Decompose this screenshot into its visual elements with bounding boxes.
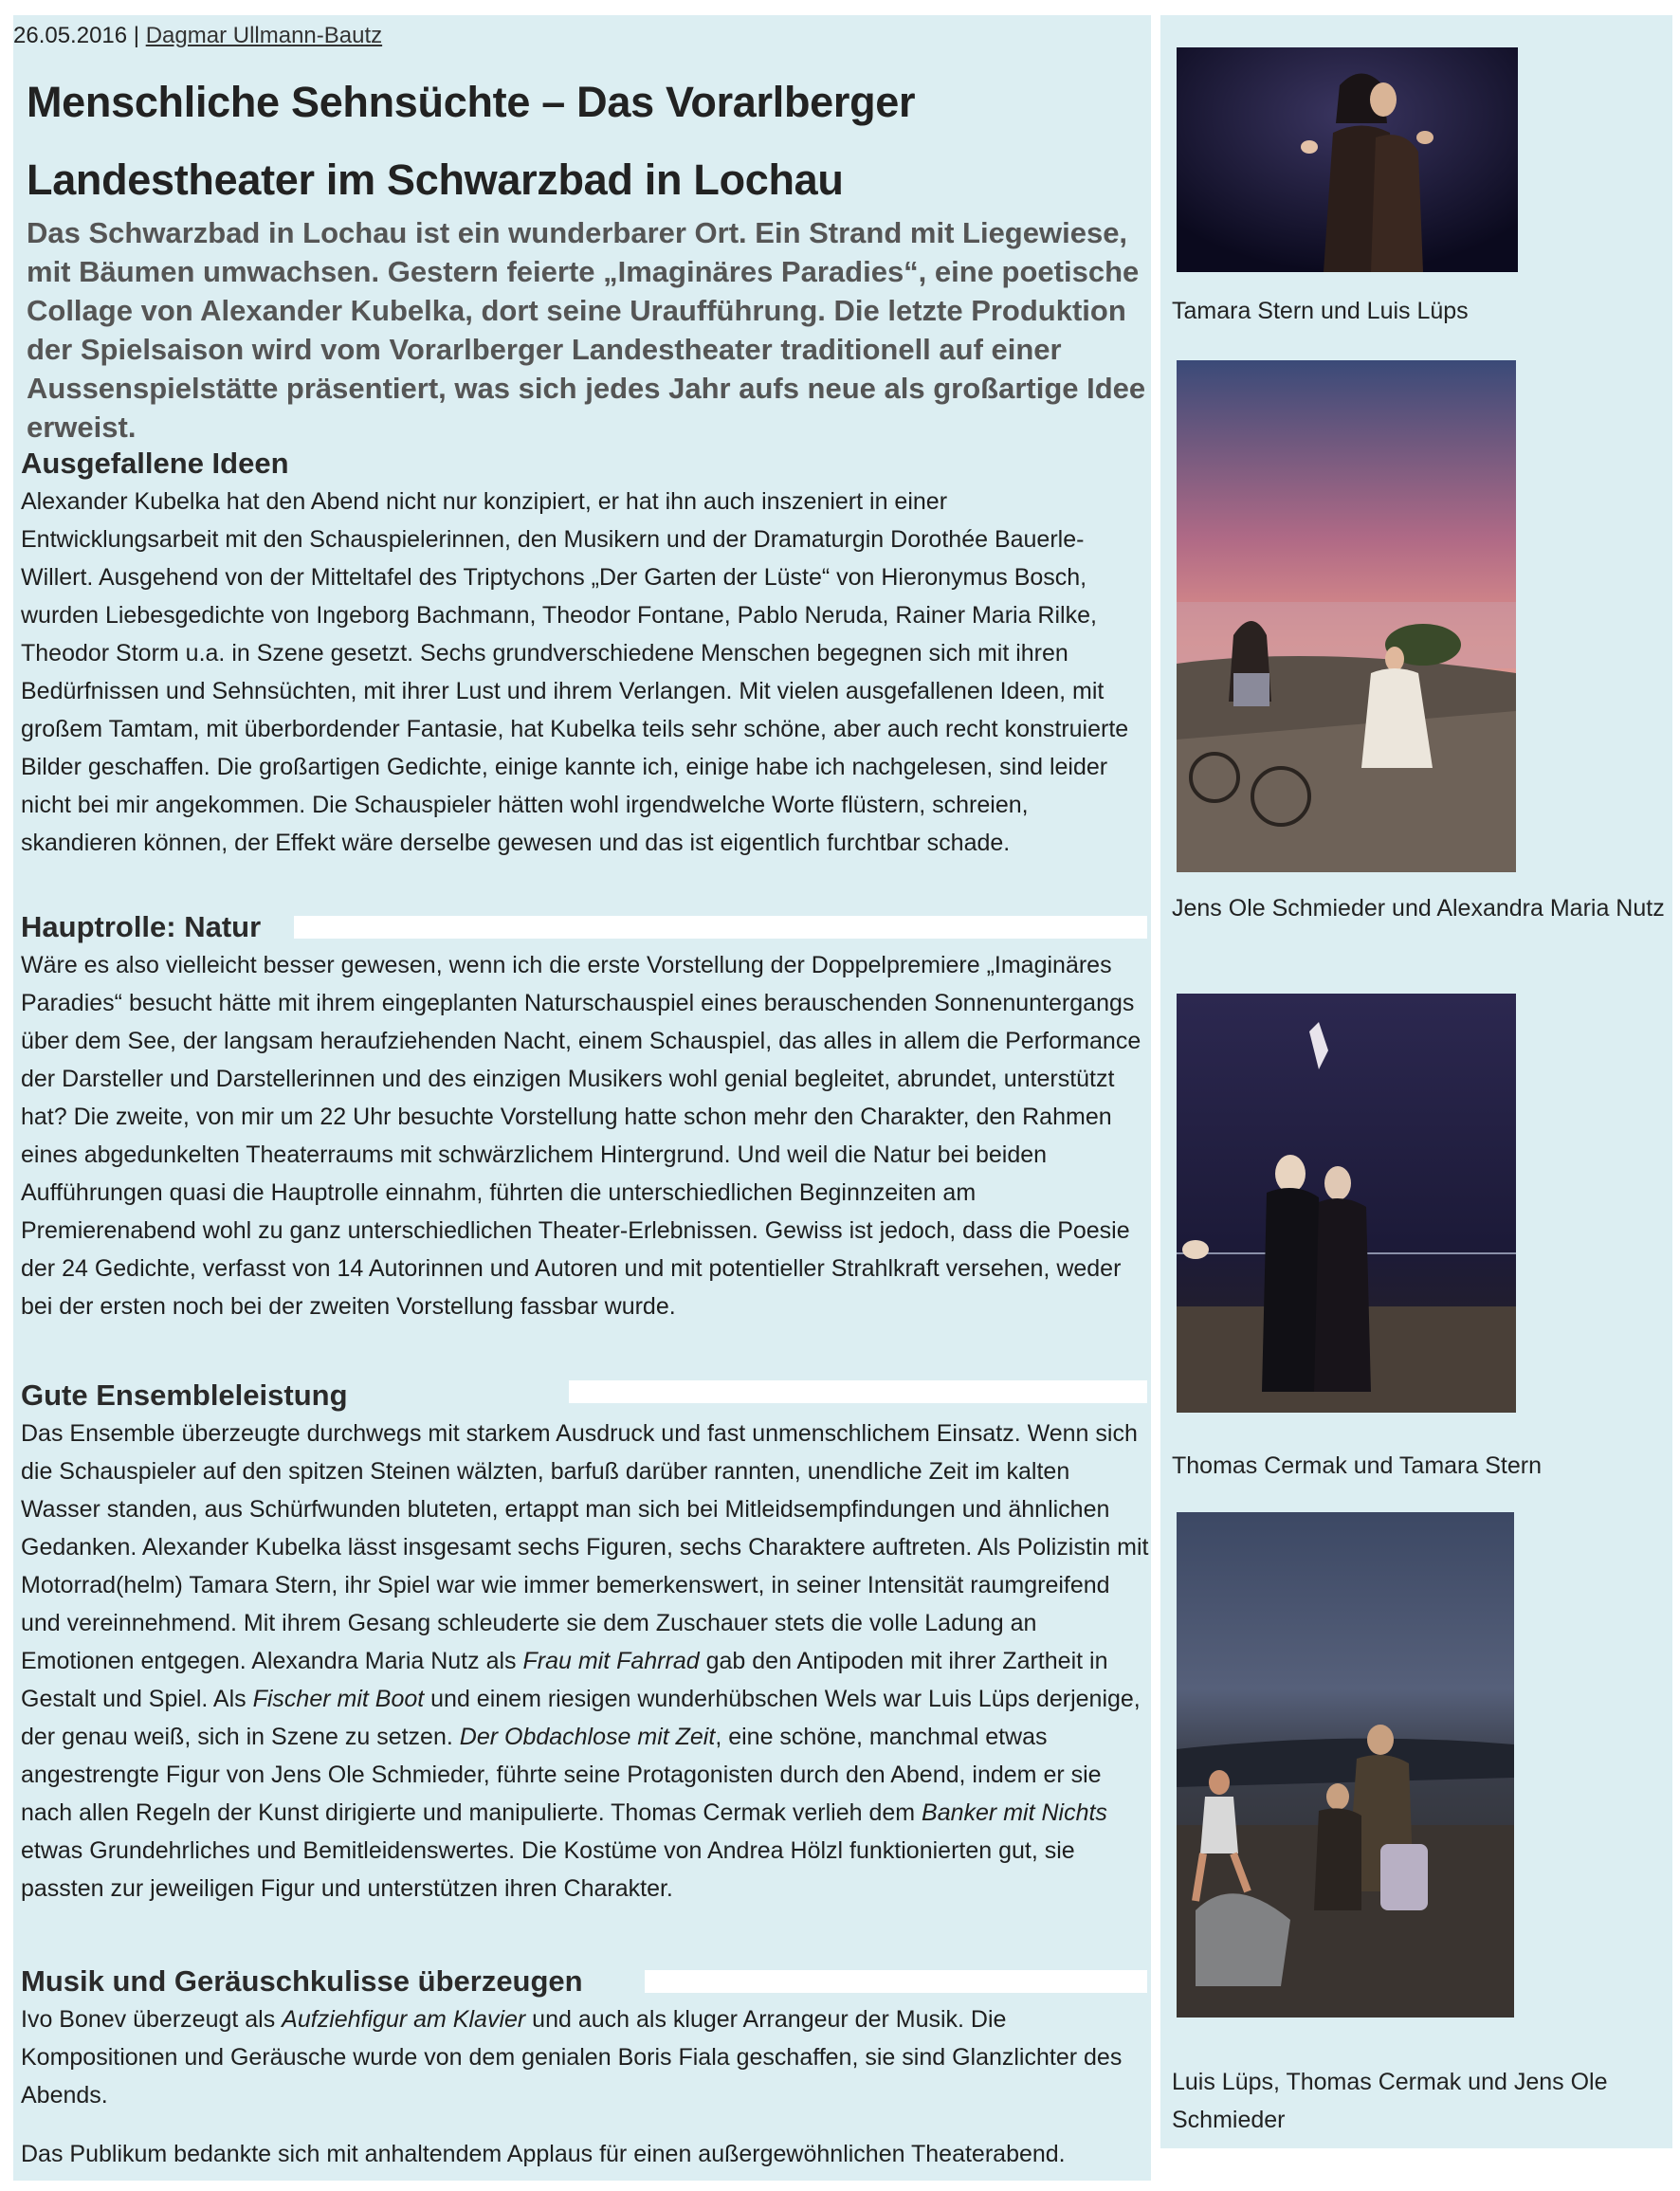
divider-bar xyxy=(569,1380,1147,1403)
meta-separator: | xyxy=(133,23,140,48)
photo-caption: Tamara Stern und Luis Lüps xyxy=(1172,298,1469,324)
photo-stage-couple xyxy=(1177,47,1518,272)
section-text-ensemble: Das Ensemble überzeugte durchwegs mit starkem Ausdruck und fast unmenschlichem Einsatz. Wenn sich die Schauspieler auf den spitzen Steinen wälzten, barfuß darüber rannten, unendliche Zeit im kalten Wasser standen, aus Schürfwunden bluteten, ertappt man sich bei Mitleidsempfindungen und ähnlichen Gedanken. Alexander Kubelka lässt insgesamt sechs Figuren, sechs Charaktere auftreten. Als Polizistin mit Motorrad(helm) Tamara Stern, ihr Spiel war wie immer bemerkenswert, in seiner Intensität raumgreifend und vereinnehmend. Mit ihrem Gesang schleuderte sie dem Zuschauer stets die volle Ladung an Emotionen entgegen. Alexandra Maria Nutz als Frau mit Fahrrad gab den Antipoden mit ihrer Zartheit in Gestalt und Spiel. Als Fischer mit Boot und einem riesigen wunderhübschen Wels war Luis Lüps derjenige, der genau weiß, sich in Szene zu setzen. Der Obdachlose mit Zeit, eine schöne, manchmal etwas angestrengte Figur von Jens Ole Schmieder, führte seine Protagonisten durch den Abend, indem er sie nach allen Regeln der Kunst dirigierte und manipulierte. Thomas Cermak verlieh dem Banker mit Nichts etwas Grundehrliches und Bemitleidenswertes. Die Kostüme von Andrea Hölzl funktionierten gut, sie passten zur jeweiligen Figur und unterstützen ihren Charakter. xyxy=(21,1420,1149,1902)
article-lead: Das Schwarzbad in Lochau ist ein wunderbarer Ort. Ein Strand mit Liegewiese, mit Bäumen umwachsen. Gestern feierte „Imaginäres Paradies“, eine poetische Collage von Alexander Kubelka, dort seine Uraufführung. Die letzte Produktion der Spielsaison wird vom Vorarlberger Landestheater traditionell auf einer Aussenspielstätte präsentiert, was sich jedes Jahr aufs neue als großartige Idee erweist. xyxy=(27,216,1146,444)
section-heading-natur: Hauptrolle: Natur xyxy=(21,910,262,943)
photo-night-duo xyxy=(1177,994,1516,1413)
closing-sentence: Das Publikum bedankte sich mit anhaltendem Applaus für einen außergewöhnlichen Theaterabend. xyxy=(21,2141,1066,2167)
photo-caption: Thomas Cermak und Tamara Stern xyxy=(1172,1452,1542,1479)
section-heading-musik: Musik und Geräuschkulisse überzeugen xyxy=(21,1964,583,1998)
photo-beach-scene xyxy=(1177,1512,1514,2018)
author-link[interactable]: Dagmar Ullmann-Bautz xyxy=(145,23,383,48)
photo-sunset-lake xyxy=(1177,360,1516,872)
photo-caption: Jens Ole Schmieder und Alexandra Maria Nutz xyxy=(1172,895,1665,922)
publish-date: 26.05.2016 xyxy=(13,23,128,48)
photo-caption: Luis Lüps, Thomas Cermak und Jens Ole Schmieder xyxy=(1172,2069,1608,2133)
article-title-line2: Landestheater im Schwarzbad in Lochau xyxy=(27,155,844,204)
section-text-natur: Wäre es also vielleicht besser gewesen, wenn ich die erste Vorstellung der Doppelpremiere „Imaginäres Paradies“ besucht hätte mit ihrem eingeplanten Naturschauspiel eines berauschenden Sonnenuntergangs über dem See, der langsam heraufziehenden Nacht, einem Schauspiel, das alles in allem die Performance der Darsteller und Darstellerinnen und des einzigen Musikers wohl genial begleitet, abrundet, unterstützt hat? Die zweite, von mir um 22 Uhr besuchte Vorstellung hatte schon mehr den Charakter, den Rahmen eines abgedunkelten Theaterraums mit schwärzlichem Hintergrund. Und weil die Natur bei beiden Aufführungen quasi die Hauptrolle einnahm, führten die unterschiedlichen Beginnzeiten am Premierenabend wohl zu ganz unterschiedlichen Theater-Erlebnissen. Gewiss ist jedoch, dass die Poesie der 24 Gedichte, verfasst von 14 Autorinnen und Autoren und mit potentieller Strahlkraft versehen, weder bei der ersten noch bei der zweiten Vorstellung fassbar wurde. xyxy=(21,952,1141,1320)
section-text-musik: Ivo Bonev überzeugt als Aufziehfigur am Klavier und auch als kluger Arrangeur der Musik. Die Kompositionen und Geräusche wurde von dem genialen Boris Fiala geschaffen, sie sind Glanzlichter des Abends. xyxy=(21,2006,1123,2109)
article-meta xyxy=(13,23,382,49)
divider-bar xyxy=(645,1970,1147,1993)
article-title-line1: Menschliche Sehnsüchte – Das Vorarlberger xyxy=(27,78,916,126)
divider-bar xyxy=(294,916,1147,939)
section-text-ideen: Alexander Kubelka hat den Abend nicht nur konzipiert, er hat ihn auch inszeniert in einer Entwicklungsarbeit mit den Schauspielerinnen, den Musikern und der Dramaturgin Dorothée Bauerle-Willert. Ausgehend von der Mitteltafel des Triptychons „Der Garten der Lüste“ von Hieronymus Bosch, wurden Liebesgedichte von Ingeborg Bachmann, Theodor Fontane, Pablo Neruda, Rainer Maria Rilke, Theodor Storm u.a. in Szene gesetzt. Sechs grundverschiedene Menschen begegnen sich mit ihren Bedürfnissen und Sehnsüchten, mit ihrer Lust und ihrem Verlangen. Mit vielen ausgefallenen Ideen, mit großem Tamtam, mit überbordender Fantasie, hat Kubelka teils sehr schöne, aber auch recht konstruierte Bilder geschaffen. Die großartigen Gedichte, einige kannte ich, einige habe ich nachgelesen, sind leider nicht bei mir angekommen. Die Schauspieler hätten wohl irgendwelche Worte flüstern, schreien, skandieren können, der Effekt wäre derselbe gewesen und das ist eigentlich furchtbar schade. xyxy=(21,488,1129,856)
section-heading-ensemble: Gute Ensembleleistung xyxy=(21,1379,348,1412)
section-heading-ideen: Ausgefallene Ideen xyxy=(21,447,289,480)
